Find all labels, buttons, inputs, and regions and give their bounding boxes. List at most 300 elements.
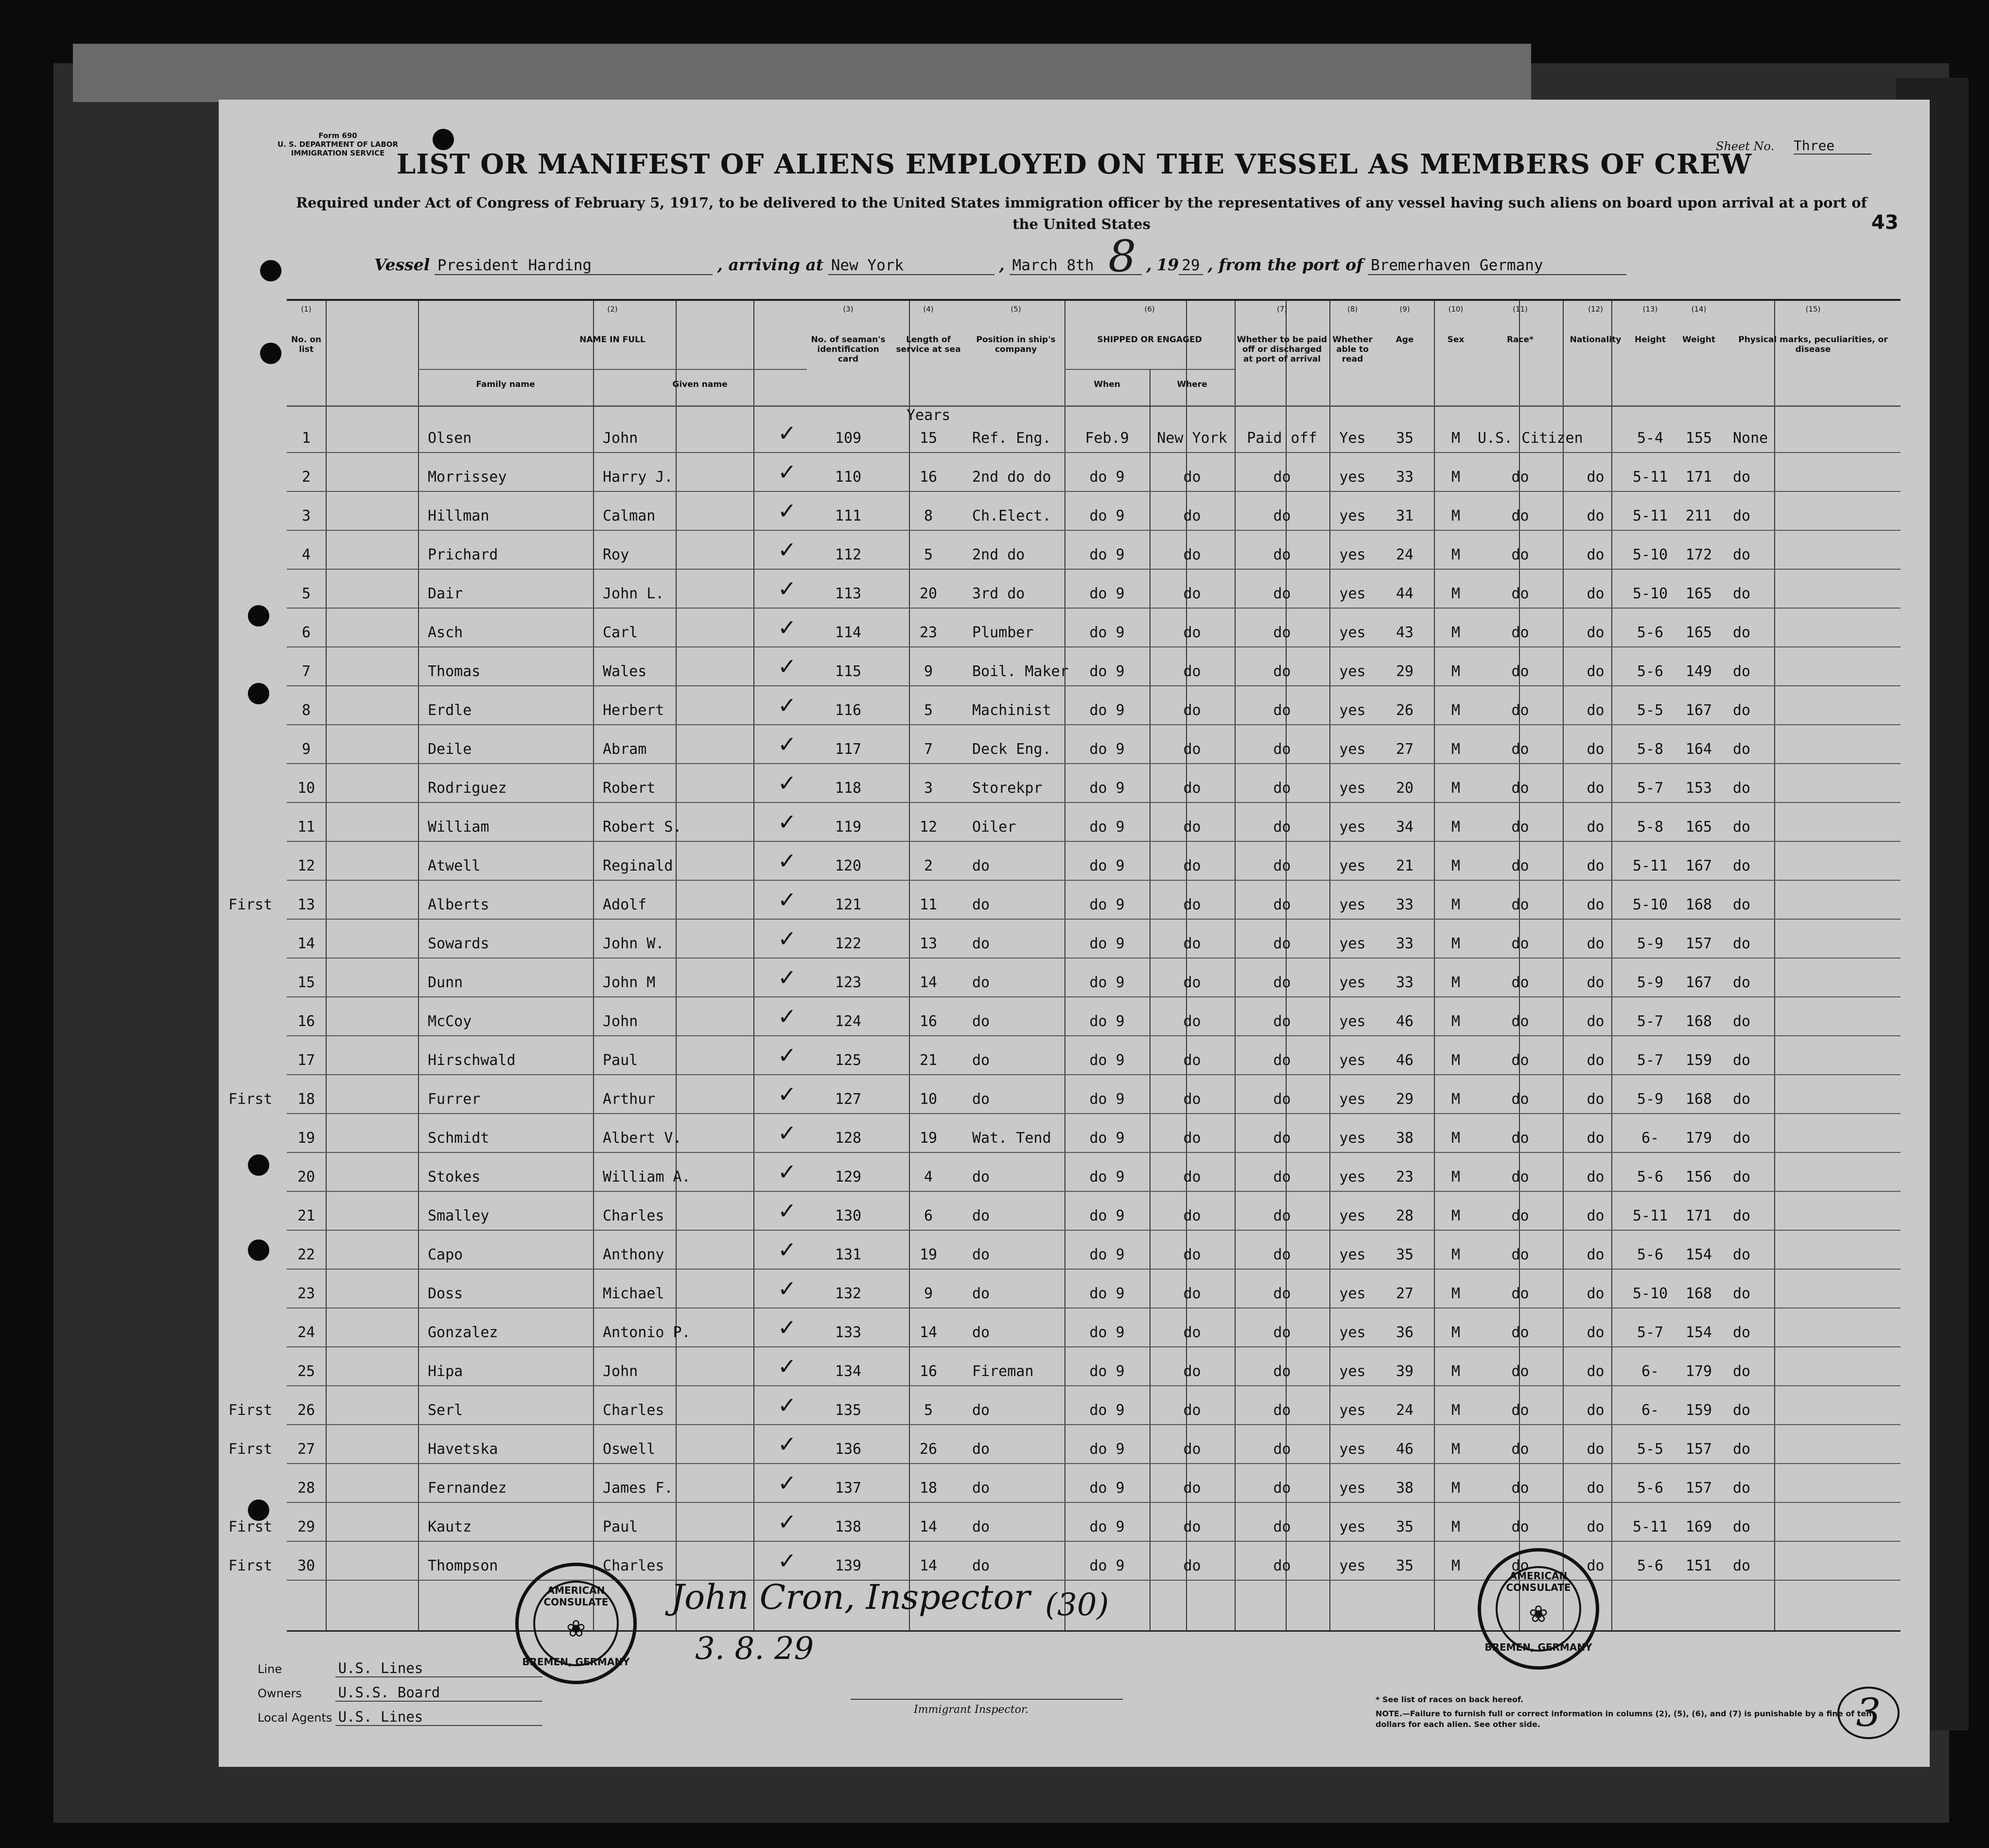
cell-position: Fireman <box>972 1363 1034 1380</box>
cell-position: 2nd do <box>972 546 1025 563</box>
cell-where: do <box>1183 1285 1201 1302</box>
cell-sex: M <box>1451 741 1461 758</box>
table-row <box>228 1081 1901 1120</box>
signature-date: 3. 8. 29 <box>695 1631 814 1667</box>
cell-weight: 179 <box>1685 1363 1712 1380</box>
cell-service: 14 <box>919 974 938 991</box>
column-number: (1) <box>301 305 312 314</box>
col-age-header: Age <box>1396 335 1414 345</box>
cell-height: 6- <box>1641 1402 1659 1419</box>
cell-service: 13 <box>919 935 938 952</box>
cell-race: do <box>1511 780 1529 797</box>
cell-given: Carl <box>603 624 638 641</box>
signature-count: (30) <box>1045 1587 1109 1623</box>
cell-race: do <box>1511 1363 1529 1380</box>
cell-given: John <box>603 430 638 447</box>
cell-weight: 164 <box>1685 741 1712 758</box>
cell-family: Capo <box>428 1246 463 1263</box>
cell-nationality: do <box>1587 1207 1605 1224</box>
cell-position: Ch.Elect. <box>972 507 1051 524</box>
cell-card: 137 <box>835 1480 862 1497</box>
cell-height: 6- <box>1641 1130 1659 1147</box>
checkmark-icon: ✓ <box>778 1159 797 1185</box>
arriving-label: , arriving at <box>717 255 824 274</box>
line-value: U.S. Lines <box>335 1660 542 1677</box>
years-label: Years <box>907 407 951 424</box>
col-sex-header: Sex <box>1447 335 1465 345</box>
cell-given: Calman <box>603 507 656 524</box>
cell-marks: do <box>1733 1402 1751 1419</box>
checkmark-icon: ✓ <box>778 1237 797 1263</box>
cell-nationality: do <box>1587 1402 1605 1419</box>
cell-read: yes <box>1339 702 1366 719</box>
punch-hole <box>260 260 281 281</box>
cell-family: Erdle <box>428 702 472 719</box>
column-number: (2) <box>607 305 618 314</box>
table-row <box>287 770 1901 809</box>
col-shipped-header: SHIPPED OR ENGAGED <box>1097 335 1202 345</box>
cell-where: do <box>1183 1518 1201 1535</box>
cell-read: yes <box>1339 1246 1366 1263</box>
cell-weight: 168 <box>1685 1285 1712 1302</box>
cell-marks: do <box>1733 1441 1751 1458</box>
cell-given: Wales <box>603 663 647 680</box>
column-number: (3) <box>843 305 854 314</box>
cell-when: do 9 <box>1089 663 1125 680</box>
cell-when: do 9 <box>1089 507 1125 524</box>
cell-age: 39 <box>1396 1363 1414 1380</box>
cell-family: Smalley <box>428 1207 489 1224</box>
cell-sex: M <box>1451 1518 1461 1535</box>
table-row <box>287 925 1901 964</box>
cell-where: do <box>1183 1402 1201 1419</box>
cell-marks: do <box>1733 1324 1751 1341</box>
cell-position: Oiler <box>972 819 1016 836</box>
cell-family: Dair <box>428 585 463 602</box>
cell-card: 128 <box>835 1130 862 1147</box>
cell-read: yes <box>1339 1363 1366 1380</box>
cell-nationality: do <box>1587 469 1605 486</box>
checkmark-icon: ✓ <box>778 1003 797 1029</box>
cell-given: Michael <box>603 1285 664 1302</box>
cell-position: 2nd do do <box>972 469 1051 486</box>
year-prefix: 19 <box>1156 255 1179 274</box>
cell-nationality: do <box>1587 974 1605 991</box>
cell-height: 5-7 <box>1637 1013 1664 1030</box>
cell-given: Abram <box>603 741 647 758</box>
cell-nationality: do <box>1587 1130 1605 1147</box>
crew-table <box>228 299 1901 1632</box>
checkmark-icon: ✓ <box>778 614 797 641</box>
consulate-stamp <box>1478 1548 1599 1670</box>
cell-paid: do <box>1273 507 1291 524</box>
cell-read: yes <box>1339 1285 1366 1302</box>
cell-where: do <box>1183 974 1201 991</box>
cell-height: 5-7 <box>1637 780 1664 797</box>
cell-where: do <box>1183 1324 1201 1341</box>
col-no-header: No. on list <box>291 335 322 354</box>
cell-race: do <box>1511 702 1529 719</box>
cell-when: do 9 <box>1089 1168 1125 1186</box>
cell-when: do 9 <box>1089 1207 1125 1224</box>
cell-age: 38 <box>1396 1480 1414 1497</box>
cell-card: 118 <box>835 780 862 797</box>
cell-marks: do <box>1733 1246 1751 1263</box>
table-row <box>228 887 1901 925</box>
checkmark-icon: ✓ <box>778 925 797 952</box>
cell-when: do 9 <box>1089 1013 1125 1030</box>
cell-card: 139 <box>835 1557 862 1574</box>
table-row <box>287 1470 1901 1509</box>
cell-height: 5-5 <box>1637 702 1664 719</box>
cell-given: Charles <box>603 1207 664 1224</box>
cell-sex: M <box>1451 1557 1461 1574</box>
cell-weight: 211 <box>1685 507 1712 524</box>
cell-nationality: do <box>1587 546 1605 563</box>
cell-where: do <box>1183 507 1201 524</box>
cell-sex: M <box>1451 1013 1461 1030</box>
cell-family: Asch <box>428 624 463 641</box>
cell-position: do <box>972 1285 990 1302</box>
cell-where: do <box>1183 624 1201 641</box>
cell-age: 20 <box>1396 780 1414 797</box>
cell-given: Herbert <box>603 702 664 719</box>
column-number: (5) <box>1011 305 1021 314</box>
cell-marks: do <box>1733 1480 1751 1497</box>
cell-height: 5-4 <box>1637 430 1664 447</box>
race-note: * See list of races on back hereof. <box>1376 1695 1524 1704</box>
stamp-text-bottom: BREMEN, GERMANY <box>1484 1641 1592 1653</box>
form-id: Form 690 U. S. DEPARTMENT OF LABOR IMMIGRATION SERVICE <box>277 131 399 157</box>
cell-race: do <box>1511 741 1529 758</box>
cell-card: 124 <box>835 1013 862 1030</box>
cell-no: 18 <box>297 1091 315 1108</box>
cell-age: 35 <box>1396 1518 1414 1535</box>
cell-nationality: do <box>1587 1013 1605 1030</box>
table-row <box>287 809 1901 848</box>
cell-nationality: do <box>1587 935 1605 952</box>
agents-label: Local Agents <box>258 1711 332 1725</box>
cell-no: 10 <box>297 780 315 797</box>
cell-service: 3 <box>924 780 933 797</box>
cell-where: do <box>1183 1013 1201 1030</box>
cell-no: 5 <box>301 585 311 602</box>
cell-service: 6 <box>924 1207 933 1224</box>
penalty-note: NOTE.—Failure to furnish full or correct information in columns (2), (5), (6), and (7) is punishable by a fine of ten dollars for each alien. See other side. <box>1376 1709 1872 1729</box>
col-height-header: Height <box>1635 335 1666 345</box>
cell-card: 116 <box>835 702 862 719</box>
cell-family: Olsen <box>428 430 472 447</box>
checkmark-icon: ✓ <box>778 692 797 718</box>
cell-race: do <box>1511 1246 1529 1263</box>
col-marks-header: Physical marks, peculiarities, or disease <box>1738 335 1888 354</box>
cell-marks: do <box>1733 1130 1751 1147</box>
cell-no: 19 <box>297 1130 315 1147</box>
cell-height: 5-10 <box>1632 1285 1668 1302</box>
column-number: (8) <box>1347 305 1358 314</box>
checkmark-icon: ✓ <box>778 887 797 913</box>
cell-card: 129 <box>835 1168 862 1186</box>
cell-paid: do <box>1273 1363 1291 1380</box>
cell-weight: 154 <box>1685 1246 1712 1263</box>
cell-weight: 149 <box>1685 663 1712 680</box>
cell-sex: M <box>1451 1402 1461 1419</box>
cell-read: yes <box>1339 469 1366 486</box>
cell-service: 23 <box>919 624 938 641</box>
cell-paid: do <box>1273 819 1291 836</box>
cell-nationality: do <box>1587 857 1605 874</box>
cell-family: Thomas <box>428 663 481 680</box>
cell-when: do 9 <box>1089 546 1125 563</box>
cell-read: yes <box>1339 546 1366 563</box>
cell-race: do <box>1511 1168 1529 1186</box>
cell-age: 33 <box>1396 896 1414 913</box>
family-name-header: Family name <box>476 380 535 389</box>
cell-race: do <box>1511 1091 1529 1108</box>
cell-position: do <box>972 1013 990 1030</box>
cell-read: yes <box>1339 1480 1366 1497</box>
cell-read: yes <box>1339 857 1366 874</box>
cell-marks: do <box>1733 624 1751 641</box>
cell-age: 27 <box>1396 741 1414 758</box>
checkmark-icon: ✓ <box>778 731 797 757</box>
column-number: (9) <box>1399 305 1410 314</box>
cell-where: do <box>1183 585 1201 602</box>
cell-given: Albert V. <box>603 1130 682 1147</box>
cell-service: 8 <box>924 507 933 524</box>
cell-race: do <box>1511 507 1529 524</box>
cell-family: Dunn <box>428 974 463 991</box>
cell-given: Harry J. <box>603 469 673 486</box>
cell-family: Thompson <box>428 1557 498 1574</box>
checkmark-icon: ✓ <box>778 1275 797 1302</box>
footer-line <box>258 1660 542 1677</box>
checkmark-icon: ✓ <box>778 1353 797 1379</box>
cell-race: do <box>1511 857 1529 874</box>
cell-service: 21 <box>919 1052 938 1069</box>
line-label: Line <box>258 1662 282 1676</box>
cell-marks: do <box>1733 585 1751 602</box>
row-annotation: First <box>228 1441 273 1458</box>
cell-height: 5-11 <box>1632 469 1668 486</box>
cell-family: Fernandez <box>428 1480 507 1497</box>
cell-marks: do <box>1733 819 1751 836</box>
cell-age: 35 <box>1396 1557 1414 1574</box>
cell-family: Hirschwald <box>428 1052 516 1069</box>
cell-position: do <box>972 1207 990 1224</box>
cell-nationality: do <box>1587 1480 1605 1497</box>
col-nationality-header: Nationality <box>1570 335 1622 345</box>
cell-weight: 168 <box>1685 1013 1712 1030</box>
cell-family: Prichard <box>428 546 498 563</box>
cell-paid: do <box>1273 624 1291 641</box>
cell-height: 5-10 <box>1632 585 1668 602</box>
checkmark-icon: ✓ <box>778 537 797 563</box>
cell-height: 5-11 <box>1632 857 1668 874</box>
cell-where: do <box>1183 1246 1201 1263</box>
cell-where: do <box>1183 663 1201 680</box>
cell-weight: 165 <box>1685 819 1712 836</box>
row-annotation: First <box>228 1518 273 1535</box>
cell-family: Hipa <box>428 1363 463 1380</box>
cell-card: 117 <box>835 741 862 758</box>
table-row <box>287 1237 1901 1275</box>
cell-no: 30 <box>297 1557 315 1574</box>
cell-when: do 9 <box>1089 1285 1125 1302</box>
cell-where: do <box>1183 935 1201 952</box>
cell-weight: 167 <box>1685 702 1712 719</box>
cell-family: Deile <box>428 741 472 758</box>
col-name-header: NAME IN FULL <box>579 335 646 345</box>
cell-weight: 151 <box>1685 1557 1712 1574</box>
where-header: Where <box>1177 380 1207 389</box>
cell-no: 14 <box>297 935 315 952</box>
cell-read: yes <box>1339 974 1366 991</box>
cell-where: do <box>1183 702 1201 719</box>
cell-sex: M <box>1451 1324 1461 1341</box>
cell-read: yes <box>1339 1557 1366 1574</box>
cell-marks: do <box>1733 663 1751 680</box>
cell-family: McCoy <box>428 1013 472 1030</box>
cell-paid: do <box>1273 741 1291 758</box>
cell-age: 33 <box>1396 974 1414 991</box>
cell-card: 114 <box>835 624 862 641</box>
cell-age: 24 <box>1396 1402 1414 1419</box>
cell-height: 5-9 <box>1637 935 1664 952</box>
cell-service: 14 <box>919 1557 938 1574</box>
cell-when: do 9 <box>1089 896 1125 913</box>
checkmark-icon: ✓ <box>778 420 797 446</box>
cell-age: 33 <box>1396 935 1414 952</box>
cell-weight: 157 <box>1685 935 1712 952</box>
cell-height: 5-6 <box>1637 1480 1664 1497</box>
cell-age: 34 <box>1396 819 1414 836</box>
cell-no: 2 <box>301 469 311 486</box>
cell-sex: M <box>1451 663 1461 680</box>
cell-family: Sowards <box>428 935 489 952</box>
cell-paid: do <box>1273 780 1291 797</box>
cell-where: do <box>1183 1130 1201 1147</box>
table-row <box>287 498 1901 537</box>
cell-weight: 167 <box>1685 857 1712 874</box>
cell-age: 46 <box>1396 1441 1414 1458</box>
cell-paid: do <box>1273 469 1291 486</box>
cell-card: 123 <box>835 974 862 991</box>
cell-age: 43 <box>1396 624 1414 641</box>
cell-race: do <box>1511 1480 1529 1497</box>
cell-read: yes <box>1339 741 1366 758</box>
cell-paid: do <box>1273 1168 1291 1186</box>
cell-marks: None <box>1733 430 1768 447</box>
checkmark-icon: ✓ <box>778 1198 797 1224</box>
cell-given: Robert <box>603 780 656 797</box>
cell-position: do <box>972 857 990 874</box>
table-row <box>228 1548 1901 1586</box>
cell-service: 18 <box>919 1480 938 1497</box>
punch-hole <box>248 1154 269 1176</box>
cell-when: do 9 <box>1089 1363 1125 1380</box>
cell-when: do 9 <box>1089 780 1125 797</box>
cell-marks: do <box>1733 1168 1751 1186</box>
col-paid-header: Whether to be paid off or discharged at port of arrival <box>1237 335 1327 364</box>
cell-where: do <box>1183 1168 1201 1186</box>
cell-age: 35 <box>1396 1246 1414 1263</box>
cell-age: 36 <box>1396 1324 1414 1341</box>
cell-age: 23 <box>1396 1168 1414 1186</box>
cell-sex: M <box>1451 1480 1461 1497</box>
cell-read: yes <box>1339 1441 1366 1458</box>
checkmark-icon: ✓ <box>778 1314 797 1341</box>
cell-given: Anthony <box>603 1246 664 1263</box>
cell-paid: do <box>1273 1130 1291 1147</box>
inspector-rule <box>851 1699 1123 1700</box>
cell-race: do <box>1511 1324 1529 1341</box>
cell-weight: 168 <box>1685 896 1712 913</box>
cell-sex: M <box>1451 585 1461 602</box>
punch-hole <box>248 605 269 627</box>
table-row <box>287 614 1901 653</box>
cell-card: 136 <box>835 1441 862 1458</box>
cell-where: do <box>1183 1091 1201 1108</box>
cell-where: do <box>1183 819 1201 836</box>
cell-weight: 157 <box>1685 1480 1712 1497</box>
footer-owners <box>258 1684 542 1702</box>
cell-when: do 9 <box>1089 1130 1125 1147</box>
row-annotation: First <box>228 1557 273 1574</box>
checkmark-icon: ✓ <box>778 459 797 485</box>
cell-nationality: do <box>1587 819 1605 836</box>
table-row <box>287 1314 1901 1353</box>
given-name-header: Given name <box>672 380 728 389</box>
table-row <box>287 1353 1901 1392</box>
col-position-header: Position in ship's company <box>976 335 1056 354</box>
cell-age: 28 <box>1396 1207 1414 1224</box>
cell-given: Paul <box>603 1518 638 1535</box>
cell-when: do 9 <box>1089 469 1125 486</box>
cell-marks: do <box>1733 1052 1751 1069</box>
cell-race: do <box>1511 1557 1529 1574</box>
cell-given: Robert S. <box>603 819 682 836</box>
cell-position: do <box>972 1518 990 1535</box>
cell-service: 12 <box>919 819 938 836</box>
column-number: (15) <box>1805 305 1821 314</box>
sheet-label: Sheet No. <box>1716 139 1775 153</box>
checkmark-icon: ✓ <box>778 809 797 835</box>
cell-no: 21 <box>297 1207 315 1224</box>
cell-height: 5-6 <box>1637 1168 1664 1186</box>
cell-read: yes <box>1339 1518 1366 1535</box>
table-row <box>287 653 1901 692</box>
cell-given: Antonio P. <box>603 1324 691 1341</box>
cell-paid: do <box>1273 1324 1291 1341</box>
cell-given: Arthur <box>603 1091 656 1108</box>
col-weight-header: Weight <box>1682 335 1715 345</box>
cell-marks: do <box>1733 741 1751 758</box>
cell-no: 27 <box>297 1441 315 1458</box>
cell-weight: 155 <box>1685 430 1712 447</box>
cell-service: 4 <box>924 1168 933 1186</box>
cell-age: 27 <box>1396 1285 1414 1302</box>
cell-height: 5-6 <box>1637 1557 1664 1574</box>
cell-read: Yes <box>1339 430 1366 447</box>
cell-position: Boil. Maker <box>972 663 1069 680</box>
cell-no: 16 <box>297 1013 315 1030</box>
cell-family: Alberts <box>428 896 489 913</box>
checkmark-icon: ✓ <box>778 1392 797 1418</box>
cell-read: yes <box>1339 1091 1366 1108</box>
cell-paid: do <box>1273 1207 1291 1224</box>
cell-nationality: do <box>1587 585 1605 602</box>
